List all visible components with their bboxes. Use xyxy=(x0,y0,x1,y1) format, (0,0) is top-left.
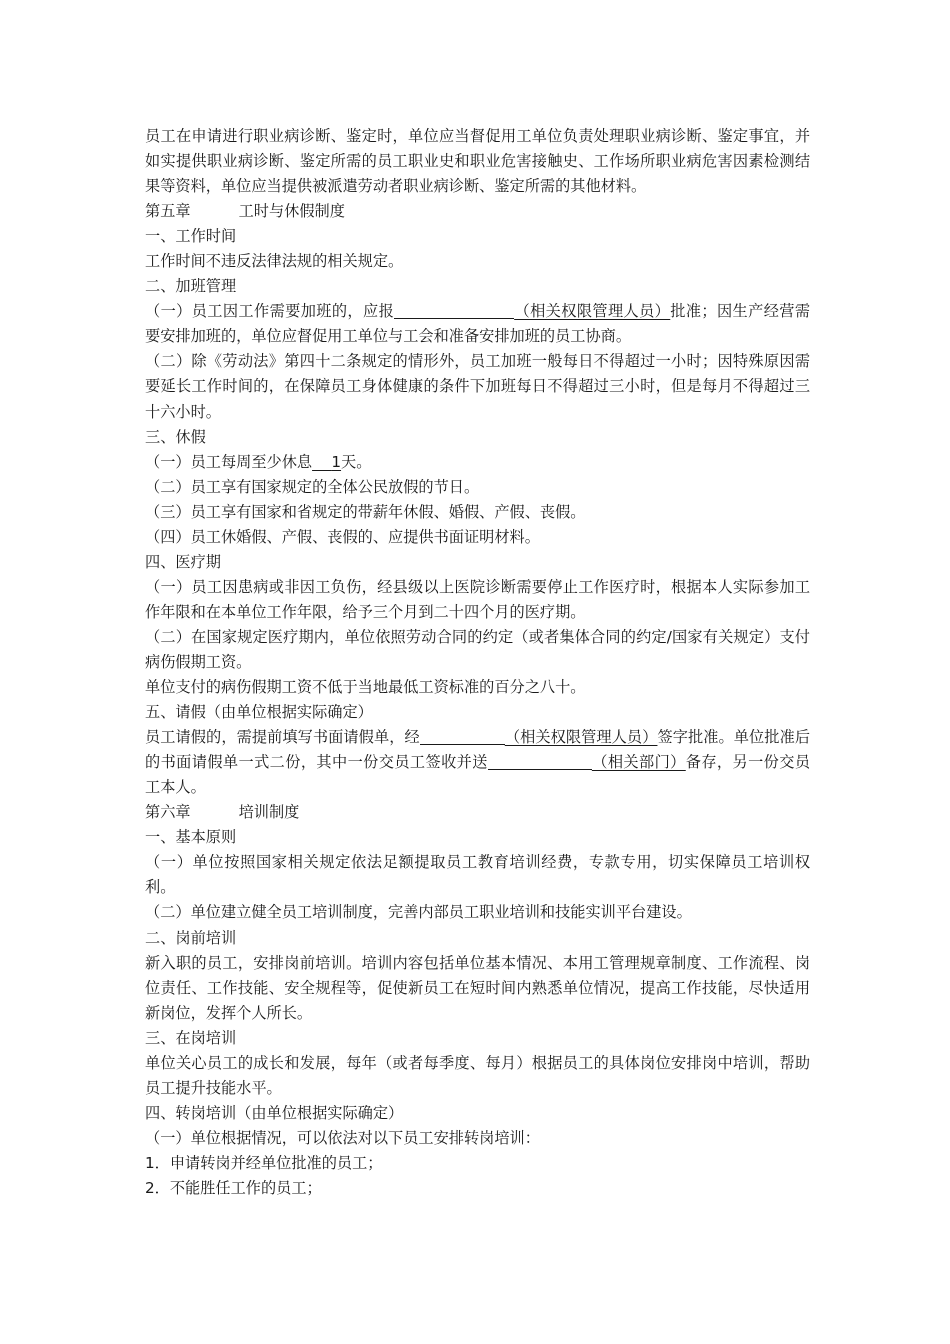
section-heading-medical-period: 四、医疗期 xyxy=(145,552,221,571)
paragraph-request-leave xyxy=(145,725,810,800)
list-item: 2．不能胜任工作的员工； xyxy=(145,1178,322,1197)
paragraph-leave-4: （四）员工休婚假、产假、丧假的、应提供书面证明材料。 xyxy=(145,527,540,546)
section-heading-transfer-training: 四、转岗培训（由单位根据实际确定） xyxy=(145,1103,404,1122)
text: 天。 xyxy=(341,452,372,471)
paragraph-leave-1 xyxy=(145,450,810,475)
paragraph-principles-1: （一）单位按照国家相关规定依法足额提取员工教育培训经费，专款专用，切实保障员工培训权利。 xyxy=(145,853,810,897)
chapter-title: 工时与休假制度 xyxy=(238,202,345,221)
paragraph-transfer-1: （一）单位根据情况，可以依法对以下员工安排转岗培训： xyxy=(145,1128,540,1147)
paragraph-leave-3: （三）员工享有国家和省规定的带薪年休假、婚假、产假、丧假。 xyxy=(145,502,586,521)
chapter-title: 培训制度 xyxy=(238,803,300,822)
text: 签字批准。单位批准后的书面请假单一式二份，其中一份交员工签收并送 xyxy=(145,728,811,772)
underlined-placeholder: （相关权限管理人员） xyxy=(514,302,671,321)
paragraph-overtime-1 xyxy=(145,299,810,349)
underlined-value xyxy=(312,453,341,471)
fill-in-blank xyxy=(488,752,592,770)
section-heading-work-time: 一、工作时间 xyxy=(145,227,237,246)
chapter-heading-5 xyxy=(145,199,810,224)
rest-days-value: 1 xyxy=(331,452,342,471)
fill-in-blank xyxy=(420,727,505,745)
text: 备存，另一份交员工本人。 xyxy=(145,753,811,797)
paragraph-pre-job-training: 新入职的员工，安排岗前培训。培训内容包括单位基本情况、本用工管理规章制度、工作流程、岗位责任、工作技能、安全规程等，促使新员工在短时间内熟悉单位情况，提高工作技能，尽快适用新岗位，发挥个人所长。 xyxy=(145,953,810,1022)
section-heading-on-job-training: 三、在岗培训 xyxy=(145,1028,237,1047)
section-heading-basic-principles: 一、基本原则 xyxy=(145,828,237,847)
paragraph-work-time: 工作时间不违反法律法规的相关规定。 xyxy=(145,252,404,271)
underlined-placeholder: （相关权限管理人员） xyxy=(504,728,658,747)
document-body xyxy=(145,124,810,1201)
paragraph-medical-2: （二）在国家规定医疗期内，单位依照劳动合同的约定（或者集体合同的约定/国家有关规定）支付病伤假期工资。 xyxy=(145,627,810,671)
text: 批准；因生产经营需要安排加班的，单位应督促用工单位与工会和准备安排加班的员工协商。 xyxy=(145,302,811,346)
text: 员工请假的，需提前填写书面请假单，经 xyxy=(145,728,420,747)
paragraph-medical-1: （一）员工因患病或非因工负伤，经县级以上医院诊断需要停止工作医疗时，根据本人实际参加工作年限和在本单位工作年限，给予三个月到二十四个月的医疗期。 xyxy=(145,577,810,621)
paragraph-occupational-disease: 员工在申请进行职业病诊断、鉴定时，单位应当督促用工单位负责处理职业病诊断、鉴定事宜，并如实提供职业病诊断、鉴定所需的员工职业史和职业危害接触史、工作场所职业病危害因素检测结果等资料，单位应当提供被派遣劳动者职业病诊断、鉴定所需的其他材料。 xyxy=(145,127,810,196)
paragraph-leave-2: （二）员工享有国家规定的全体公民放假的节日。 xyxy=(145,477,480,496)
paragraph-medical-3: 单位支付的病伤假期工资不低于当地最低工资标准的百分之八十。 xyxy=(145,678,586,697)
text: （一）员工每周至少休息 xyxy=(145,452,313,471)
list-item: 1．申请转岗并经单位批准的员工； xyxy=(145,1153,383,1172)
chapter-number: 第五章 xyxy=(145,202,191,221)
section-heading-pre-job-training: 二、岗前培训 xyxy=(145,928,237,947)
paragraph-on-job-training: 单位关心员工的成长和发展，每年（或者每季度、每月）根据员工的具体岗位安排岗中培训，帮助员工提升技能水平。 xyxy=(145,1053,810,1097)
paragraph-principles-2: （二）单位建立健全员工培训制度，完善内部员工职业培训和技能实训平台建设。 xyxy=(145,903,692,922)
fill-in-blank xyxy=(394,301,514,319)
text: （一）员工因工作需要加班的，应报 xyxy=(145,302,395,321)
chapter-heading-6 xyxy=(145,800,810,825)
underlined-placeholder: （相关部门） xyxy=(591,753,686,772)
chapter-number: 第六章 xyxy=(145,803,191,822)
section-heading-leave: 三、休假 xyxy=(145,427,206,446)
section-heading-overtime: 二、加班管理 xyxy=(145,277,237,296)
paragraph-overtime-2: （二）除《劳动法》第四十二条规定的情形外，员工加班一般每日不得超过一小时；因特殊原因需要延长工作时间的，在保障员工身体健康的条件下加班每日不得超过三小时，但是每月不得超过三十六小时。 xyxy=(145,352,810,421)
section-heading-request-leave: 五、请假（由单位根据实际确定） xyxy=(145,703,373,722)
